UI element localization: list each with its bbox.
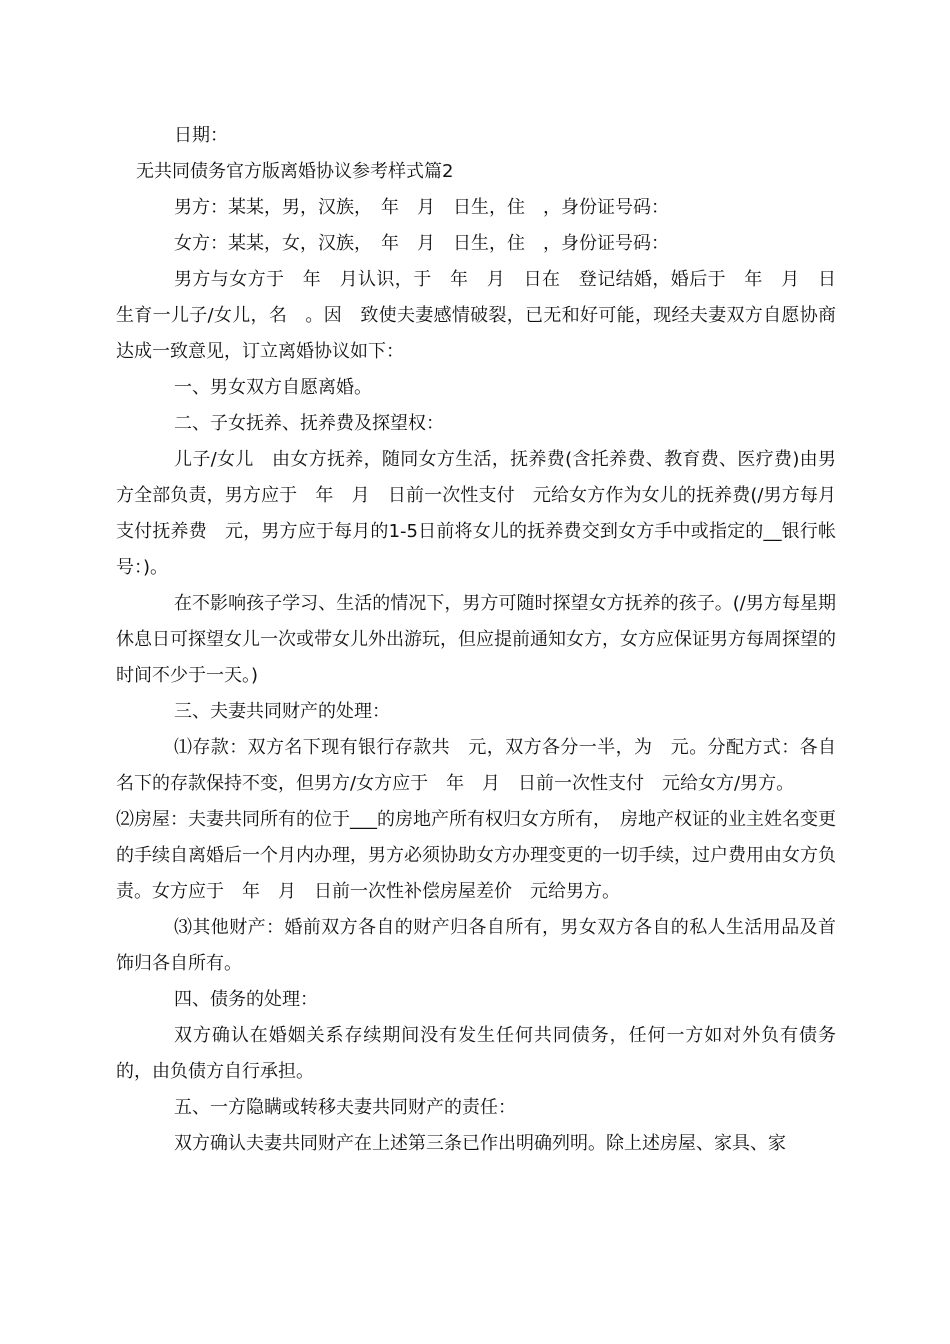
document-title: 无共同债务官方版离婚协议参考样式篇2 bbox=[136, 161, 454, 182]
visitation-paragraph: 在不影响孩子学习、生活的情况下，男方可随时探望女方抚养的孩子。(/男方每星期休息日可探望女儿一次或带女儿外出游玩，但应提前通知女方，女方应保证男方每周探望的时间不少于一天。) bbox=[116, 593, 836, 686]
clause-4-heading: 四、债务的处理： bbox=[174, 989, 318, 1010]
male-party-info: 男方：某某，男，汉族， 年 月 日生，住 ，身份证号码： bbox=[174, 197, 669, 218]
document-body bbox=[116, 118, 836, 1162]
concealment-paragraph: 双方确认夫妻共同财产在上述第三条已作出明确列明。除上述房屋、家具、家 bbox=[174, 1133, 786, 1154]
clause-3-heading: 三、夫妻共同财产的处理： bbox=[174, 701, 390, 722]
clause-5-heading: 五、一方隐瞒或转移夫妻共同财产的责任： bbox=[174, 1097, 516, 1118]
clause-1-heading: 一、男女双方自愿离婚。 bbox=[174, 377, 372, 398]
date-line: 日期： bbox=[174, 125, 228, 146]
child-custody-paragraph: 儿子/女儿 由女方抚养，随同女方生活，抚养费(含托养费、教育费、医疗费)由男方全部负责，男方应于 年 月 日前一次性支付 元给女方作为女儿的抚养费(/男方每月支付抚养费 元，男方应于每月的1-5日前将女儿的抚养费交到女方手中或指定的__银行帐号：)。 bbox=[116, 449, 836, 578]
housing-paragraph: ⑵房屋：夫妻共同所有的位于___的房地产所有权归女方所有， 房地产权证的业主姓名变更的手续自离婚后一个月内办理，男方必须协助女方办理变更的一切手续，过户费用由女方负责。女方应于 年 月 日前一次性补偿房屋差价 元给男方。 bbox=[116, 809, 836, 902]
marriage-background-paragraph: 男方与女方于 年 月认识，于 年 月 日在 登记结婚，婚后于 年 月 日生育一儿子/女儿，名 。因 致使夫妻感情破裂，已无和好可能，现经夫妻双方自愿协商达成一致意见，订立离婚协议如下： bbox=[116, 269, 836, 362]
other-property-paragraph: ⑶其他财产：婚前双方各自的财产归各自所有，男女双方各自的私人生活用品及首饰归各自所有。 bbox=[116, 917, 836, 974]
debt-paragraph: 双方确认在婚姻关系存续期间没有发生任何共同债务，任何一方如对外负有债务的，由负债方自行承担。 bbox=[116, 1025, 836, 1082]
savings-paragraph: ⑴存款：双方名下现有银行存款共 元，双方各分一半，为 元。分配方式：各自名下的存款保持不变，但男方/女方应于 年 月 日前一次性支付 元给女方/男方。 bbox=[116, 737, 836, 794]
female-party-info: 女方：某某，女，汉族， 年 月 日生，住 ，身份证号码： bbox=[174, 233, 669, 254]
clause-2-heading: 二、子女抚养、抚养费及探望权： bbox=[174, 413, 444, 434]
